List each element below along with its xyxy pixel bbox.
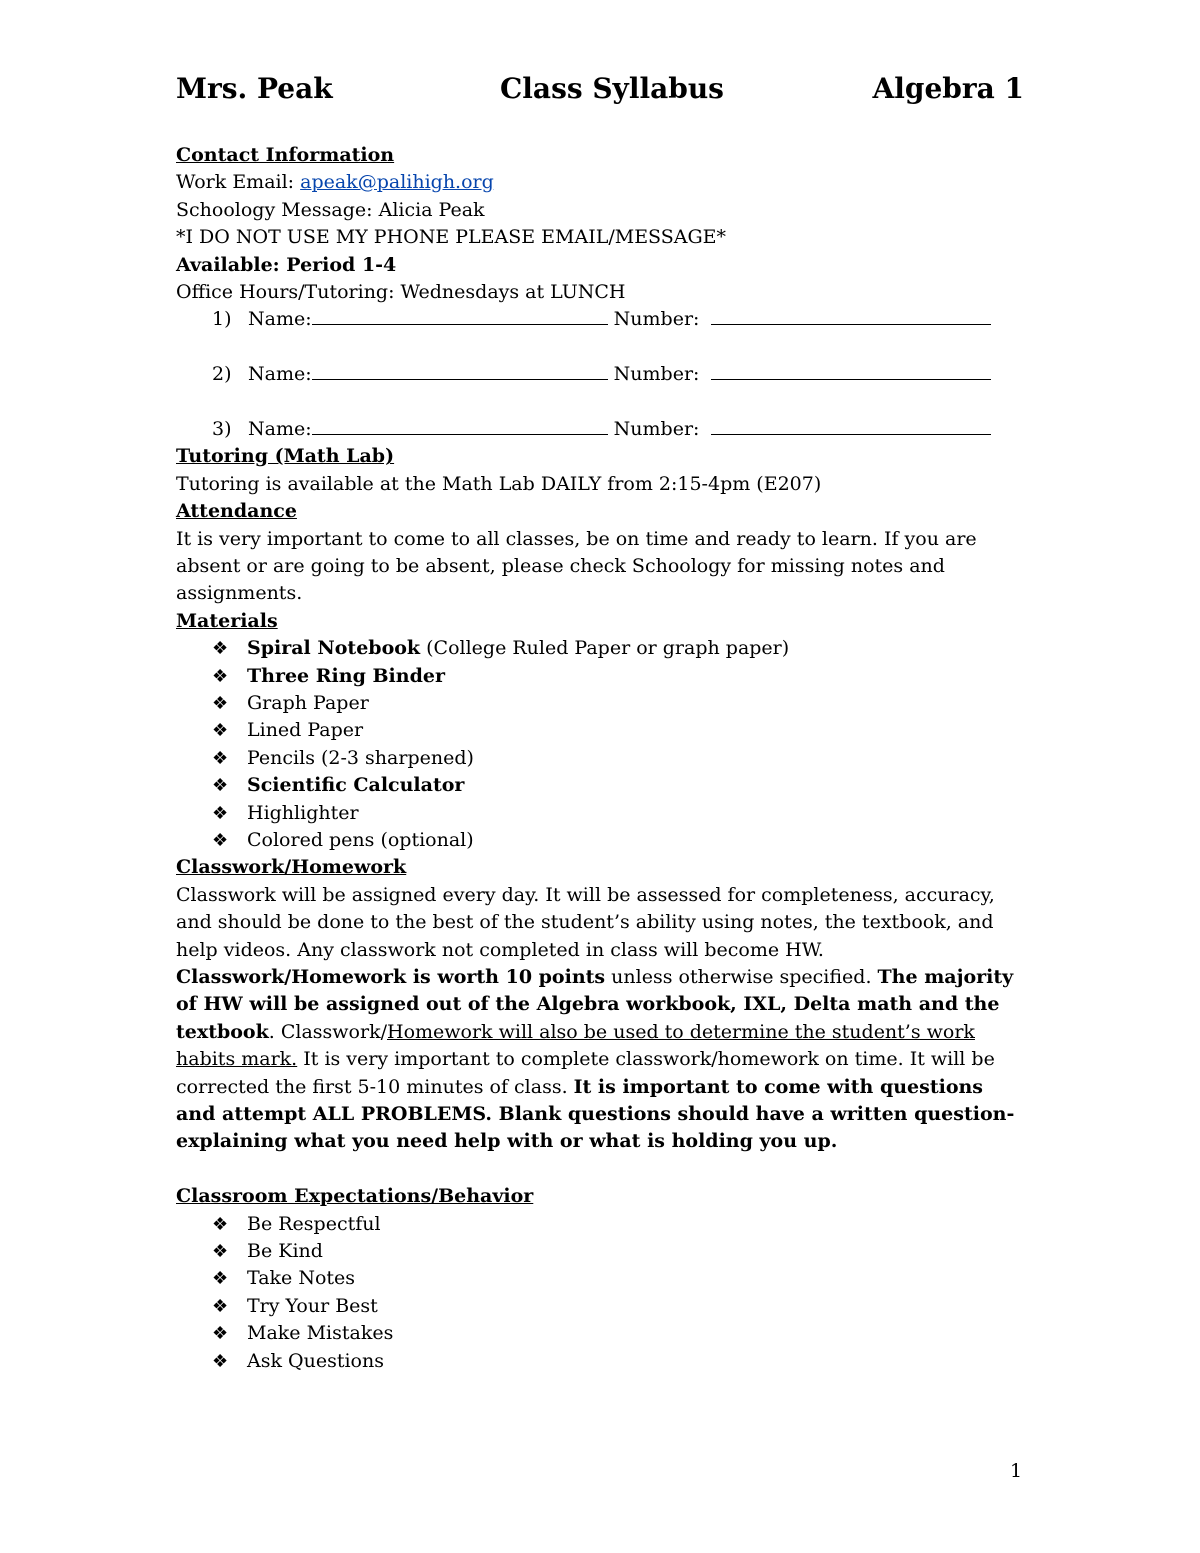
classwork-text [176,882,1021,1156]
contact-entry-1 [176,306,1036,333]
header-title: Class Syllabus [500,72,724,105]
office-hours: Office Hours/Tutoring: Wednesdays at LUNCH [176,281,626,304]
name-blank [312,306,608,325]
item-text: Try Your Best [247,1294,378,1317]
contact-entry-2 [176,361,1036,388]
entry-number: 1) [212,308,232,331]
tutoring-text: Tutoring is available at the Math Lab DAILY from 2:15-4pm (E207) [176,472,822,495]
page-number: 1 [1010,1460,1023,1482]
materials-item [176,827,1036,854]
item-text: Make Mistakes [247,1322,394,1345]
classwork-p5: . Classwork/ [268,1020,387,1043]
name-blank [312,416,608,435]
attendance-heading: Attendance [176,500,297,523]
expectation-item [176,1293,1036,1320]
number-blank [711,416,991,435]
schoology-line: Schoology Message: Alicia Peak [176,198,485,221]
diamond-bullet-icon: ❖ [212,802,229,824]
contact-entry-3 [176,416,1036,443]
classwork-heading: Classwork/Homework [176,856,407,879]
materials-item [176,745,1036,772]
name-label: Name: [248,418,312,440]
number-blank [711,306,991,325]
item-text: Colored pens (optional) [247,828,474,851]
item-text: Be Respectful [247,1212,381,1235]
item-text: Pencils (2-3 sharpened) [247,746,474,769]
work-email-label: Work Email: [176,171,301,194]
diamond-bullet-icon: ❖ [212,1241,229,1263]
diamond-bullet-icon: ❖ [212,665,229,687]
diamond-bullet-icon: ❖ [212,638,229,660]
diamond-bullet-icon: ❖ [212,1213,229,1235]
expectation-item [176,1265,1036,1292]
syllabus-content [176,142,1036,1375]
item-text: Ask Questions [247,1349,384,1372]
expectations-heading: Classroom Expectations/Behavior [176,1185,534,1208]
classwork-p7: It is very important to complete classwork/homework on time. It will be corrected the first 5-10 minutes of class. [176,1048,995,1098]
item-text: Graph Paper [247,692,369,715]
contact-heading: Contact Information [176,144,395,166]
diamond-bullet-icon: ❖ [212,1295,229,1317]
expectation-item [176,1238,1036,1265]
number-label: Number: [613,418,706,440]
diamond-bullet-icon: ❖ [212,747,229,769]
work-email-link[interactable]: apeak@palihigh.org [300,171,494,194]
phone-note: *I DO NOT USE MY PHONE PLEASE EMAIL/MESSAGE* [176,226,727,249]
diamond-bullet-icon: ❖ [212,1268,229,1290]
diamond-bullet-icon: ❖ [212,1350,229,1372]
name-blank [312,361,608,380]
diamond-bullet-icon: ❖ [212,693,229,715]
number-blank [711,361,991,380]
item-text: Highlighter [247,801,359,824]
entry-number: 2) [212,363,232,386]
item-bold: Scientific Calculator [247,774,465,797]
item-text: (College Ruled Paper or graph paper) [420,637,790,660]
classwork-questions: It is important to come with questions and attempt ALL PROBLEMS. Blank questions should have a written question-explaining what you need help with or what is holding you up. [176,1075,1015,1153]
item-text: Be Kind [247,1240,323,1263]
classwork-points: Classwork/Homework is worth 10 points [176,965,606,988]
materials-item [176,717,1036,744]
expectation-item [176,1211,1036,1238]
materials-item [176,690,1036,717]
materials-item [176,635,1036,662]
page-header [176,72,1024,112]
number-label: Number: [613,363,706,386]
spacer [176,389,1036,416]
expectation-item [176,1348,1036,1375]
diamond-bullet-icon: ❖ [212,775,229,797]
number-label: Number: [613,308,706,331]
attendance-text: It is very important to come to all classes, be on time and ready to learn. If you are absent or are going to be absent, please check Schoology for missing notes and assignments. [176,527,977,605]
tutoring-heading: Tutoring (Math Lab) [176,445,395,468]
spacer [176,334,1036,361]
diamond-bullet-icon: ❖ [212,1323,229,1345]
classwork-p1: Classwork will be assigned every day. It will be assessed for completeness, accuracy, and should be done to the best of the student’s ability using notes, the textbook, and help videos. Any classwork not completed in class will become HW. [176,883,995,961]
materials-heading: Materials [176,609,278,632]
diamond-bullet-icon: ❖ [212,720,229,742]
header-course: Algebra 1 [872,72,1024,105]
name-label: Name: [248,363,312,386]
name-label: Name: [248,308,312,331]
item-bold: Three Ring Binder [247,664,445,687]
materials-item [176,800,1036,827]
materials-item [176,772,1036,799]
spacer [176,1156,1036,1183]
classwork-work-habits: Homework will also be used to determine the student’s work habits mark. [176,1020,975,1071]
work-email-line [176,169,1036,196]
classwork-sources: The majority of HW will be assigned out of the Algebra workbook, IXL, Delta math and the textbook [176,965,1014,1043]
diamond-bullet-icon: ❖ [212,829,229,851]
materials-item [176,663,1036,690]
expectation-item [176,1320,1036,1347]
item-text: Take Notes [247,1267,356,1290]
item-bold: Spiral Notebook [247,637,421,660]
availability: Available: Period 1-4 [176,253,397,276]
item-text: Lined Paper [247,719,364,742]
entry-number: 3) [212,418,232,440]
header-teacher: Mrs. Peak [176,72,333,105]
classwork-p3: unless otherwise specified. [605,965,878,988]
